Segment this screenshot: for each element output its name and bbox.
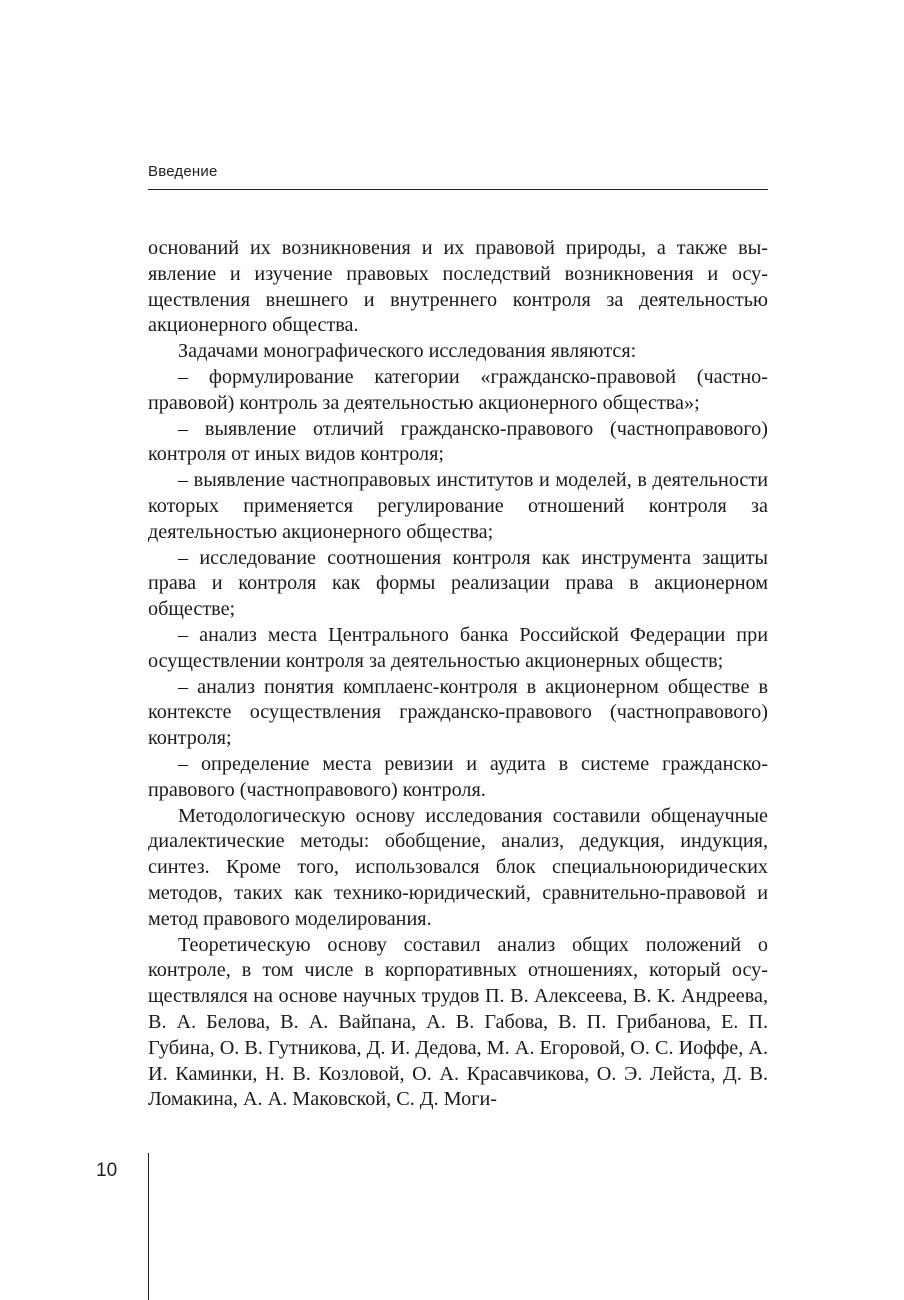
- running-head-title: Введение: [148, 163, 218, 180]
- list-item-task: – формулирование категории «гражданско-правовой (частноправовой) контроль за деятельностью акционерного общества»;: [148, 365, 768, 414]
- paragraph-tasks-intro: Задачами монографического исследования являются:: [178, 340, 637, 363]
- header-divider: [148, 189, 768, 190]
- body-text: [148, 236, 768, 1113]
- list-item-task: – выявление отличий гражданско-правового (частноправового) контроля от иных видов контроля;: [148, 417, 768, 466]
- paragraph-methodology: Методологическую основу исследования составили общенаучные диалектические методы: обобщение, анализ, дедукция, индукция, синтез. Кроме того, использовался блок специальноюридических методов, таких как технико-юридический, сравнительно-правовой и метод правового моделирования.: [148, 804, 768, 930]
- list-item-task: – выявление частноправовых институтов и моделей, в деятельности которых применяется регулирование отношений контроля за деятельностью акционерного общества;: [148, 469, 768, 543]
- page-number: 10: [96, 1160, 118, 1181]
- list-item-task: – исследование соотношения контроля как инструмента защиты права и контроля как формы реализации права в акционерном обществе;: [148, 546, 768, 621]
- footer-vertical-rule: [148, 1153, 149, 1300]
- paragraph-theory: Теоретическую основу составил анализ общих положений о контроле, в том числе в корпоративных отношениях, который осуществлялся на основе научных трудов П. В. Алексеева, В. К. Андреева, В. А. Белова, В. А. Вайпана, А. В. Габова, В. П. Грибанова, Е. П. Губина, О. В. Гутникова, Д. И. Дедова, М. А. Егоровой, О. С. Иоффе, А. И. Каминки, Н. В. Козловой, О. А. Красавчикова, О. Э. Лейста, Д. В. Ломакина, А. А. Маковской, С. Д. Моги-: [148, 933, 768, 1111]
- list-item-task: – анализ понятия комплаенс-контроля в акционерном обществе в контексте осуществления гражданско-правового (частноправового) контроля;: [148, 675, 768, 750]
- paragraph-continuation: оснований их возникновения и их правовой природы, а также выявление и изучение правовых последствий возникновения и осуществления внешнего и внутреннего контроля за деятельностью акционерного общества.: [148, 237, 768, 337]
- list-item-task: – определение места ревизии и аудита в системе гражданскоправового (частноправового) контроля.: [148, 752, 768, 801]
- list-item-task: – анализ места Центрального банка Российской Федерации при осуществлении контроля за деятельностью акционерных обществ;: [148, 623, 768, 672]
